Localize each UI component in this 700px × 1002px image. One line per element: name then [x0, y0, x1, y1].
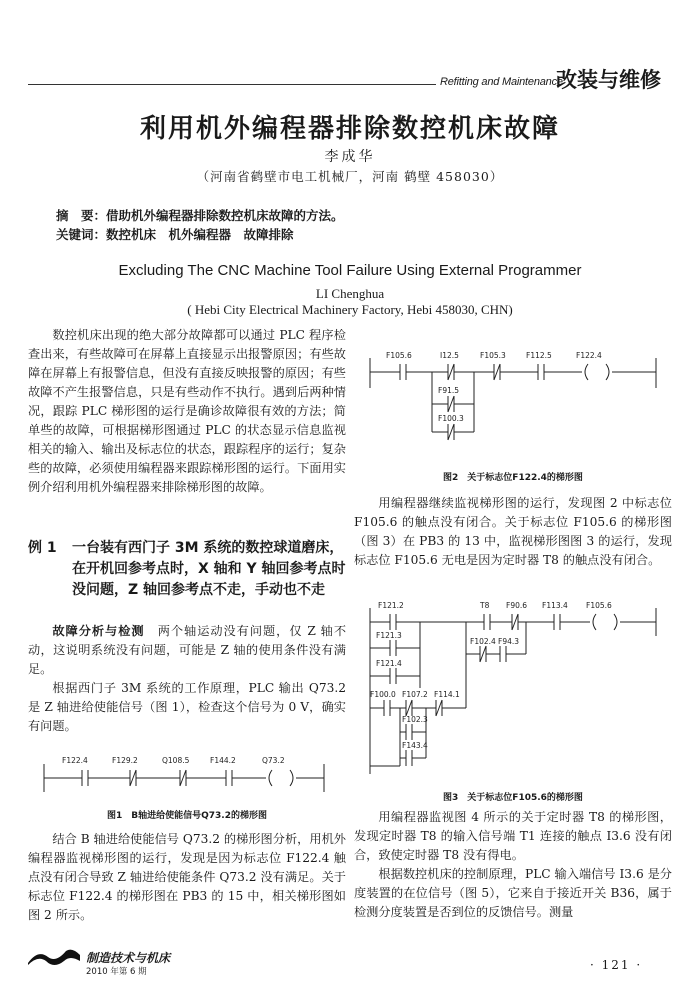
fig3-label: F102.3	[402, 715, 428, 724]
fig2-label: F112.5	[526, 351, 552, 360]
english-title: Excluding The CNC Machine Tool Failure Using External Programmer	[118, 262, 582, 279]
analysis-label: 故障分析与检测	[52, 624, 145, 638]
fig3-label: F105.6	[586, 601, 612, 610]
example-heading	[28, 538, 346, 601]
fig1-label: F122.4	[62, 756, 88, 765]
fig1-label: Q73.2	[262, 756, 285, 765]
right-paragraph-2: 用编程器监视图 4 所示的关于定时器 T8 的梯形图，发现定时器 T8 的输入信号端 T1 连接的触点 I3.6 没有闭合，致使定时器 T8 没有得电。	[354, 810, 672, 862]
analysis-block	[28, 622, 346, 736]
paragraph-3-block	[28, 830, 346, 925]
fig3-label: F113.4	[542, 601, 568, 610]
fig2-label: F105.3	[480, 351, 506, 360]
journal-section-cn: 改装与维修	[556, 68, 661, 92]
figure-2-caption: 图2 关于标志位F122.4的梯形图	[443, 473, 583, 483]
figure-2-ladder	[366, 348, 662, 454]
english-author: LI Chenghua	[315, 286, 385, 301]
fig3-label: T8	[480, 601, 490, 610]
fig1-label: F144.2	[210, 756, 236, 765]
right-paragraph-3: 根据数控机床的控制原理，PLC 输入端信号 I3.6 是分度装置的在位信号（图 5），它来自于接近开关 B36，属于检测分度装置是否到位的反馈信号。测量	[354, 867, 672, 919]
paragraph-2: 根据西门子 3M 系统的工作原理，PLC 输出 Q73.2 是 Z 轴进给使能信号（图 1），检查这个信号为 0 V，确实有问题。	[28, 681, 346, 733]
fig1-label: F129.2	[112, 756, 138, 765]
fig3-label: F114.1	[434, 690, 460, 699]
figure-1-caption: 图1 B轴进给使能信号Q73.2的梯形图	[107, 811, 267, 821]
fig3-label: F143.4	[402, 741, 428, 750]
figure-3-ladder	[366, 598, 662, 778]
fig2-label: F91.5	[438, 386, 460, 395]
page-title: 利用机外编程器排除数控机床故障	[139, 114, 560, 144]
figure-1-ladder	[40, 756, 330, 804]
header-rule	[28, 84, 436, 85]
intro-paragraph	[28, 326, 346, 497]
fig2-label: F100.3	[438, 414, 464, 423]
right-paragraph-1-block	[354, 494, 672, 570]
fig3-label: F107.2	[402, 690, 428, 699]
affiliation: （河南省鹤壁市电工机械厂，河南 鹤壁 458030）	[196, 169, 504, 184]
page-number: · 121 ·	[590, 958, 643, 972]
analysis-text: 两个轴运动没有问题，仅 Z 轴不动，这说明系统没有问题，可能是 Z 轴的使用条件没有满足。	[28, 624, 347, 676]
english-affiliation: ( Hebi City Electrical Machinery Factory, Hebi 458030, CHN)	[187, 302, 513, 317]
right-paragraph-1: 用编程器继续监视梯形图的运行，发现图 2 中标志位 F105.6 的触点没有闭合。关于标志位 F105.6 的梯形图（图 3）在 PB3 的 13 中，监视梯形图图 3 的运行，发现标志位 F105.6 无电是因为定时器 T8 的触点没有闭合。	[354, 496, 672, 567]
keywords: 关键词：数控机床 机外编程器 故障排除	[56, 227, 294, 242]
paragraph-3: 结合 B 轴进给使能信号 Q73.2 的梯形图分析，用机外编程器监视梯形图的运行，发现是因为标志位 F122.4 触点没有闭合导致 Z 轴进给使能条件 Q73.2 没有满足。关于标志位 F122.4 的梯形图在 PB3 的 15 中，相关梯形图如图 2 所示。	[28, 832, 346, 922]
fig2-label: F122.4	[576, 351, 602, 360]
figure-3-caption: 图3 关于标志位F105.6的梯形图	[443, 793, 583, 803]
right-paragraphs-block	[354, 808, 672, 922]
fig3-label: F121.3	[376, 631, 402, 640]
example-number: 例 1	[28, 540, 57, 556]
fig2-label: I12.5	[440, 351, 459, 360]
fig3-label: F100.0	[370, 690, 396, 699]
example-title: 一台装有西门子 3M 系统的数控球道磨床，在开机回参考点时，X 轴和 Y 轴回参考点时没问题，Z 轴回参考点不走，手动也不走	[72, 540, 346, 598]
journal-logo-icon	[26, 945, 82, 967]
fig3-label: F121.2	[378, 601, 404, 610]
author: 李成华	[324, 149, 376, 165]
fig1-label: Q108.5	[162, 756, 190, 765]
fig2-label: F105.6	[386, 351, 412, 360]
journal-name: 制造技术与机床	[86, 951, 171, 965]
analysis-paragraph	[28, 622, 346, 679]
abstract: 摘 要：借助机外编程器排除数控机床故障的方法。	[56, 208, 344, 223]
journal-section-en: Refitting and Maintenance	[440, 76, 563, 88]
intro-text: 数控机床出现的绝大部分故障都可以通过 PLC 程序检查出来，有些故障可在屏幕上直接显示出报警原因；有些故障在屏幕上有报警信息，但没有直接反映报警的原因；有些故障不产生报警信息，只是有些动作不执行。遇到后两种情况，跟踪 PLC 梯形图的运行是确诊故障很有效的方法；简单些的故障，可根据梯形图通过 PLC 的状态显示信息监视相关的输入、输出及标志位的状态，跟踪程序的运行；复杂些的故障，必须使用编程器来跟踪梯形图的运行。下面用实例介绍利用机外编程器来排除梯形图的故障。	[28, 328, 346, 494]
fig3-label: F102.4	[470, 637, 496, 646]
fig3-label: F94.3	[498, 637, 520, 646]
issue-info: 2010 年第 6 期	[86, 967, 147, 977]
fig3-label: F121.4	[376, 659, 402, 668]
fig3-label: F90.6	[506, 601, 528, 610]
